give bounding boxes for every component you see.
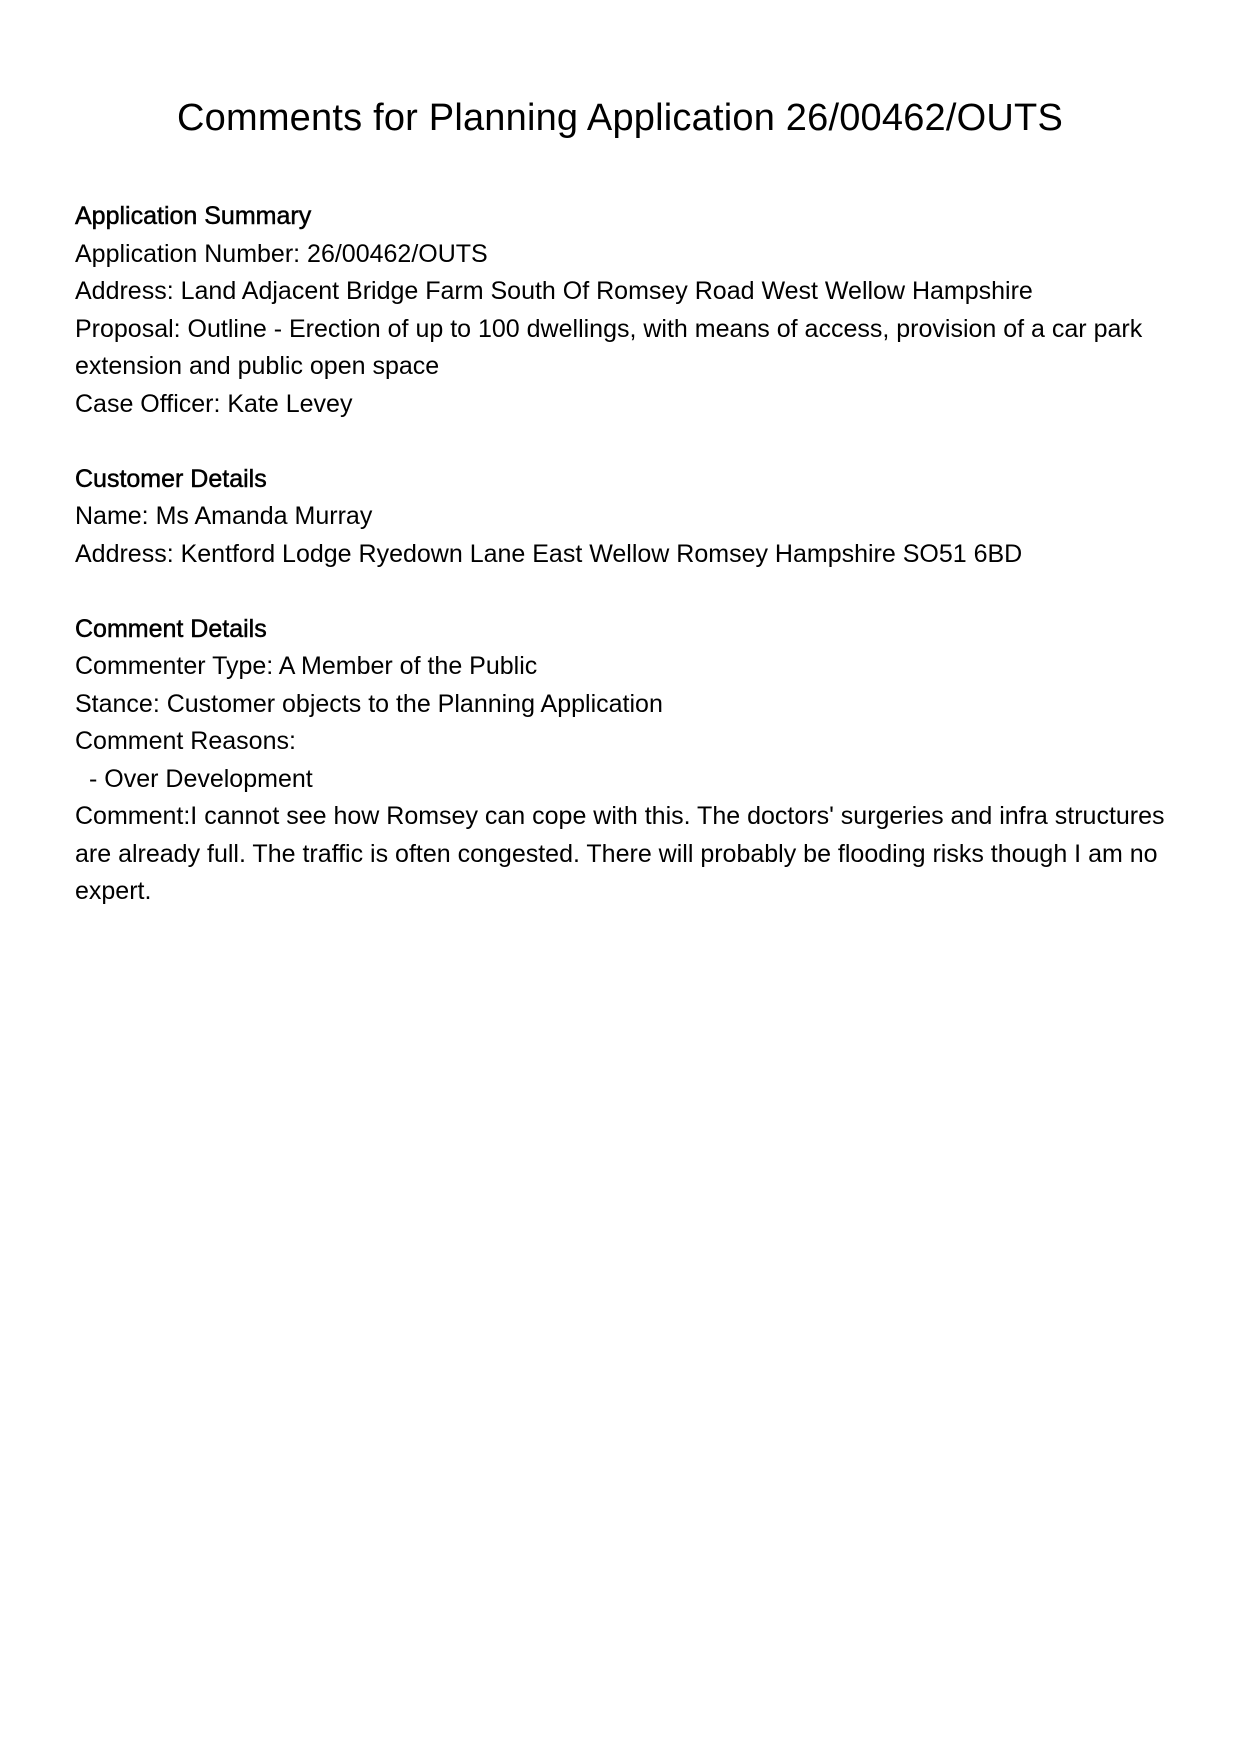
commenter-type: Commenter Type: A Member of the Public (75, 652, 538, 680)
customer-name: Name: Ms Amanda Murray (75, 502, 373, 530)
comment-text: Comment:I cannot see how Romsey can cope with this. The doctors' surgeries and infra structures are already full. The traffic is often congested. There will probably be flooding risks though I am no expert. (75, 802, 1165, 905)
stance: Stance: Customer objects to the Planning Application (75, 689, 663, 718)
application-address: Address: Land Adjacent Bridge Farm South Of Romsey Road West Wellow Hampshire (75, 277, 1033, 305)
customer-address: Address: Kentford Lodge Ryedown Lane East Wellow Romsey Hampshire SO51 6BD (75, 539, 1023, 568)
comment-reasons-label: Comment Reasons: (75, 727, 296, 755)
comment-details-section (75, 611, 1165, 911)
application-proposal: Proposal: Outline - Erection of up to 100 dwellings, with means of access, provision of a car park extension and public open space (75, 314, 1143, 380)
customer-details-section (75, 461, 1165, 574)
page-title: Comments for Planning Application 26/00462/OUTS (177, 97, 1063, 139)
application-summary-heading: Application Summary (75, 202, 312, 230)
comment-reason-item: - Over Development (89, 764, 313, 793)
customer-details-heading: Customer Details (75, 464, 267, 493)
document-body (75, 198, 1165, 948)
application-number: Application Number: 26/00462/OUTS (75, 239, 488, 268)
case-officer: Case Officer: Kate Levey (75, 389, 353, 418)
comment-details-heading: Comment Details (75, 614, 267, 643)
application-summary-section (75, 198, 1165, 423)
